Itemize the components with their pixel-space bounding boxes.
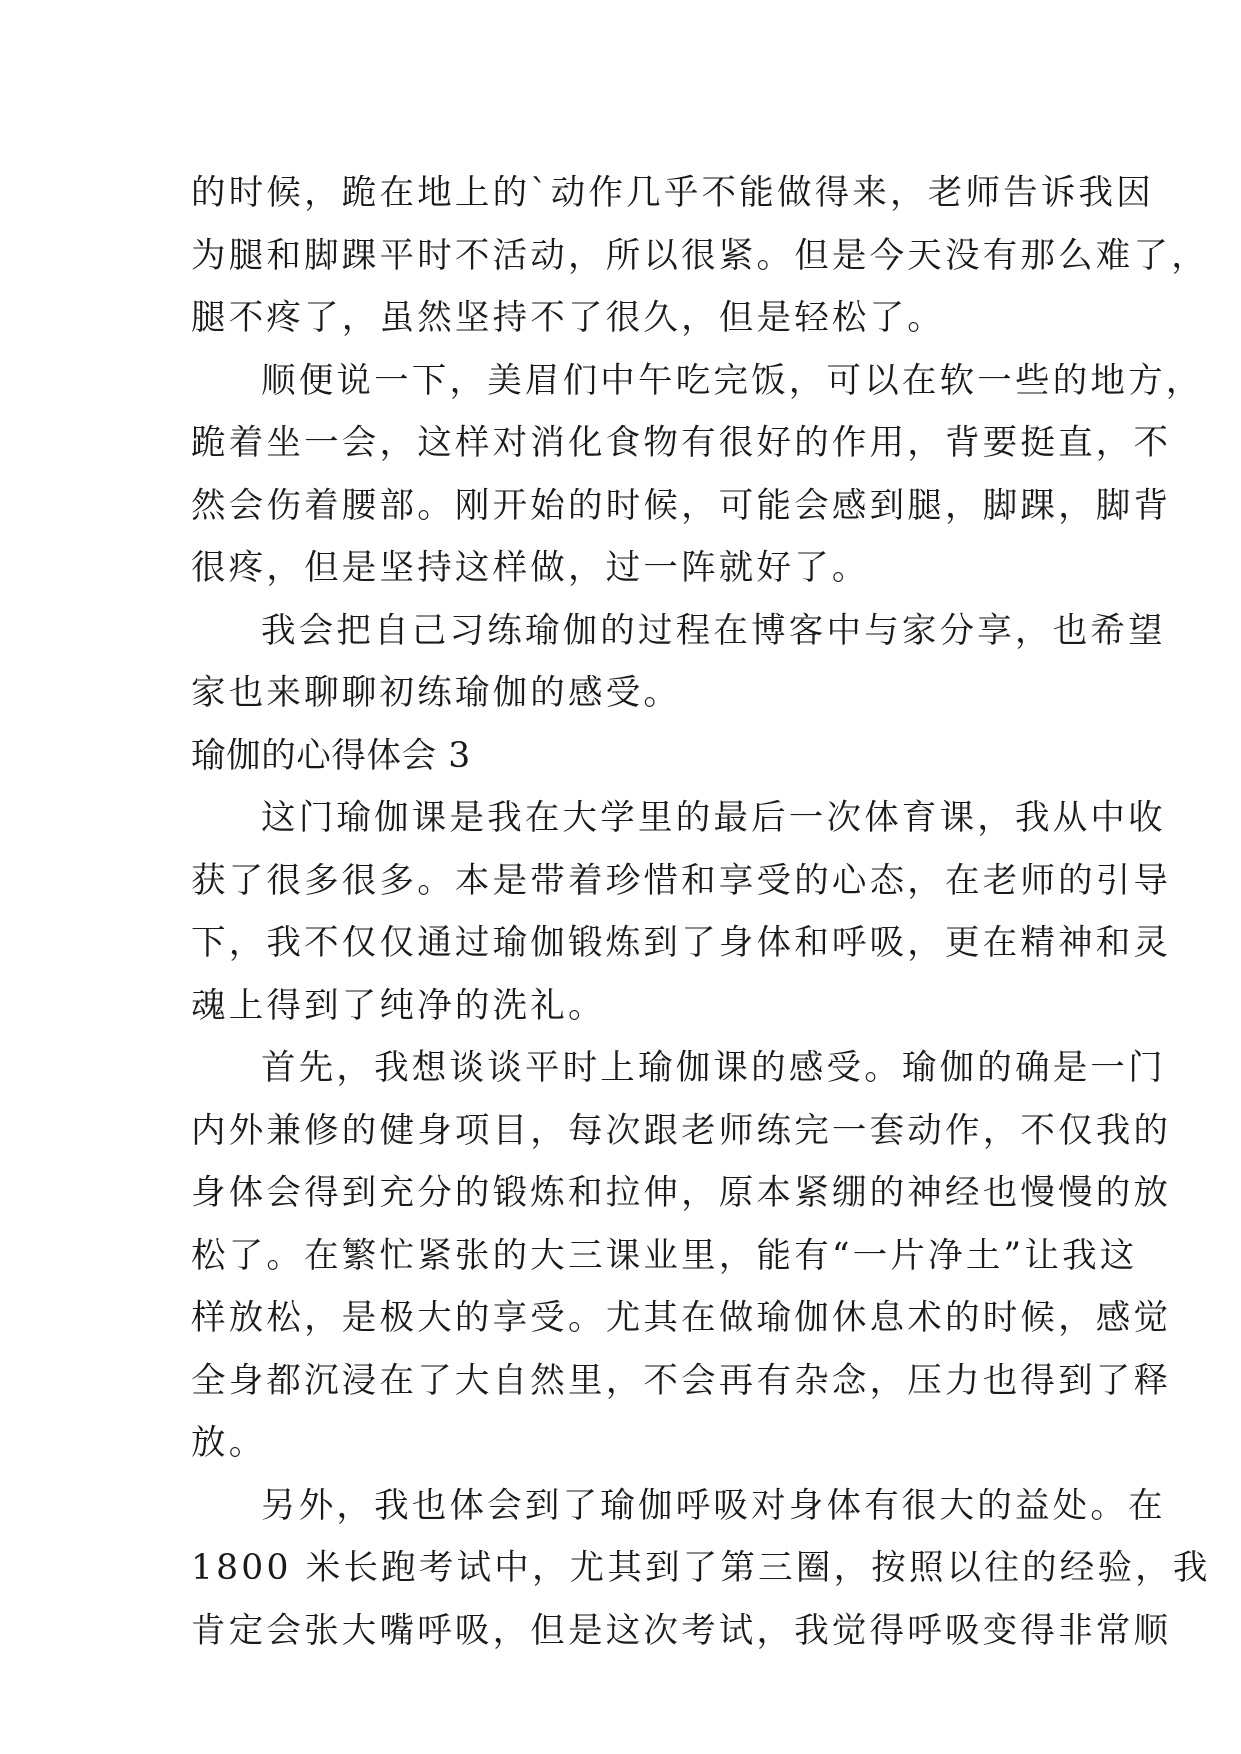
- text-line: 魂上得到了纯净的洗礼。: [191, 985, 606, 1026]
- text-line: 内外兼修的健身项目，每次跟老师练完一套动作，不仅我的: [191, 1110, 1172, 1151]
- paragraph-first-line: 另外，我也体会到了瑜伽呼吸对身体有很大的益处。在: [261, 1485, 1166, 1526]
- paragraph-first-line: 这门瑜伽课是我在大学里的最后一次体育课，我从中收: [261, 798, 1166, 838]
- text-line: 肯定会张大嘴呼吸，但是这次考试，我觉得呼吸变得非常顺: [191, 1610, 1172, 1651]
- text-line: 的时候，跪在地上的`动作几乎不能做得来，老师告诉我因: [191, 173, 1154, 213]
- text-line: 家也来聊聊初练瑜伽的感受。: [191, 673, 682, 713]
- text-line: 然会伤着腰部。刚开始的时候，可能会感到腿，脚踝，脚背: [191, 485, 1172, 526]
- text-line: 跪着坐一会，这样对消化食物有很好的作用，背要挺直，不: [191, 423, 1172, 463]
- paragraph-first-line: 首先，我想谈谈平时上瑜伽课的感受。瑜伽的确是一门: [261, 1048, 1166, 1088]
- text-line: 很疼，但是坚持这样做，过一阵就好了。: [191, 548, 870, 588]
- text-line: 下，我不仅仅通过瑜伽锻炼到了身体和呼吸，更在精神和灵: [191, 923, 1172, 963]
- paragraph-first-line: 我会把自己习练瑜伽的过程在博客中与家分享，也希望: [261, 610, 1166, 651]
- text-line: 全身都沉浸在了大自然里，不会再有杂念，压力也得到了释: [191, 1360, 1172, 1401]
- text-line: 获了很多很多。本是带着珍惜和享受的心态，在老师的引导: [191, 860, 1172, 901]
- text-line: 放。: [191, 1423, 267, 1463]
- section-heading: 瑜伽的心得体会 3: [191, 735, 471, 776]
- text-line: 1800 米长跑考试中，尤其到了第三圈，按照以往的经验，我: [191, 1548, 1211, 1588]
- text-line: 松了。在繁忙紧张的大三课业里，能有“一片净土”让我这: [191, 1235, 1138, 1276]
- text-line: 样放松，是极大的享受。尤其在做瑜伽休息术的时候，感觉: [191, 1298, 1172, 1338]
- paragraph-first-line: 顺便说一下，美眉们中午吃完饭，可以在软一些的地方，: [261, 360, 1204, 401]
- document-body: [191, 162, 1211, 1662]
- text-line: 腿不疼了，虽然坚持不了很久，但是轻松了。: [191, 298, 945, 338]
- text-line: 为腿和脚踝平时不活动，所以很紧。但是今天没有那么难了，: [191, 235, 1209, 276]
- text-line: 身体会得到充分的锻炼和拉伸，原本紧绷的神经也慢慢的放: [191, 1173, 1172, 1213]
